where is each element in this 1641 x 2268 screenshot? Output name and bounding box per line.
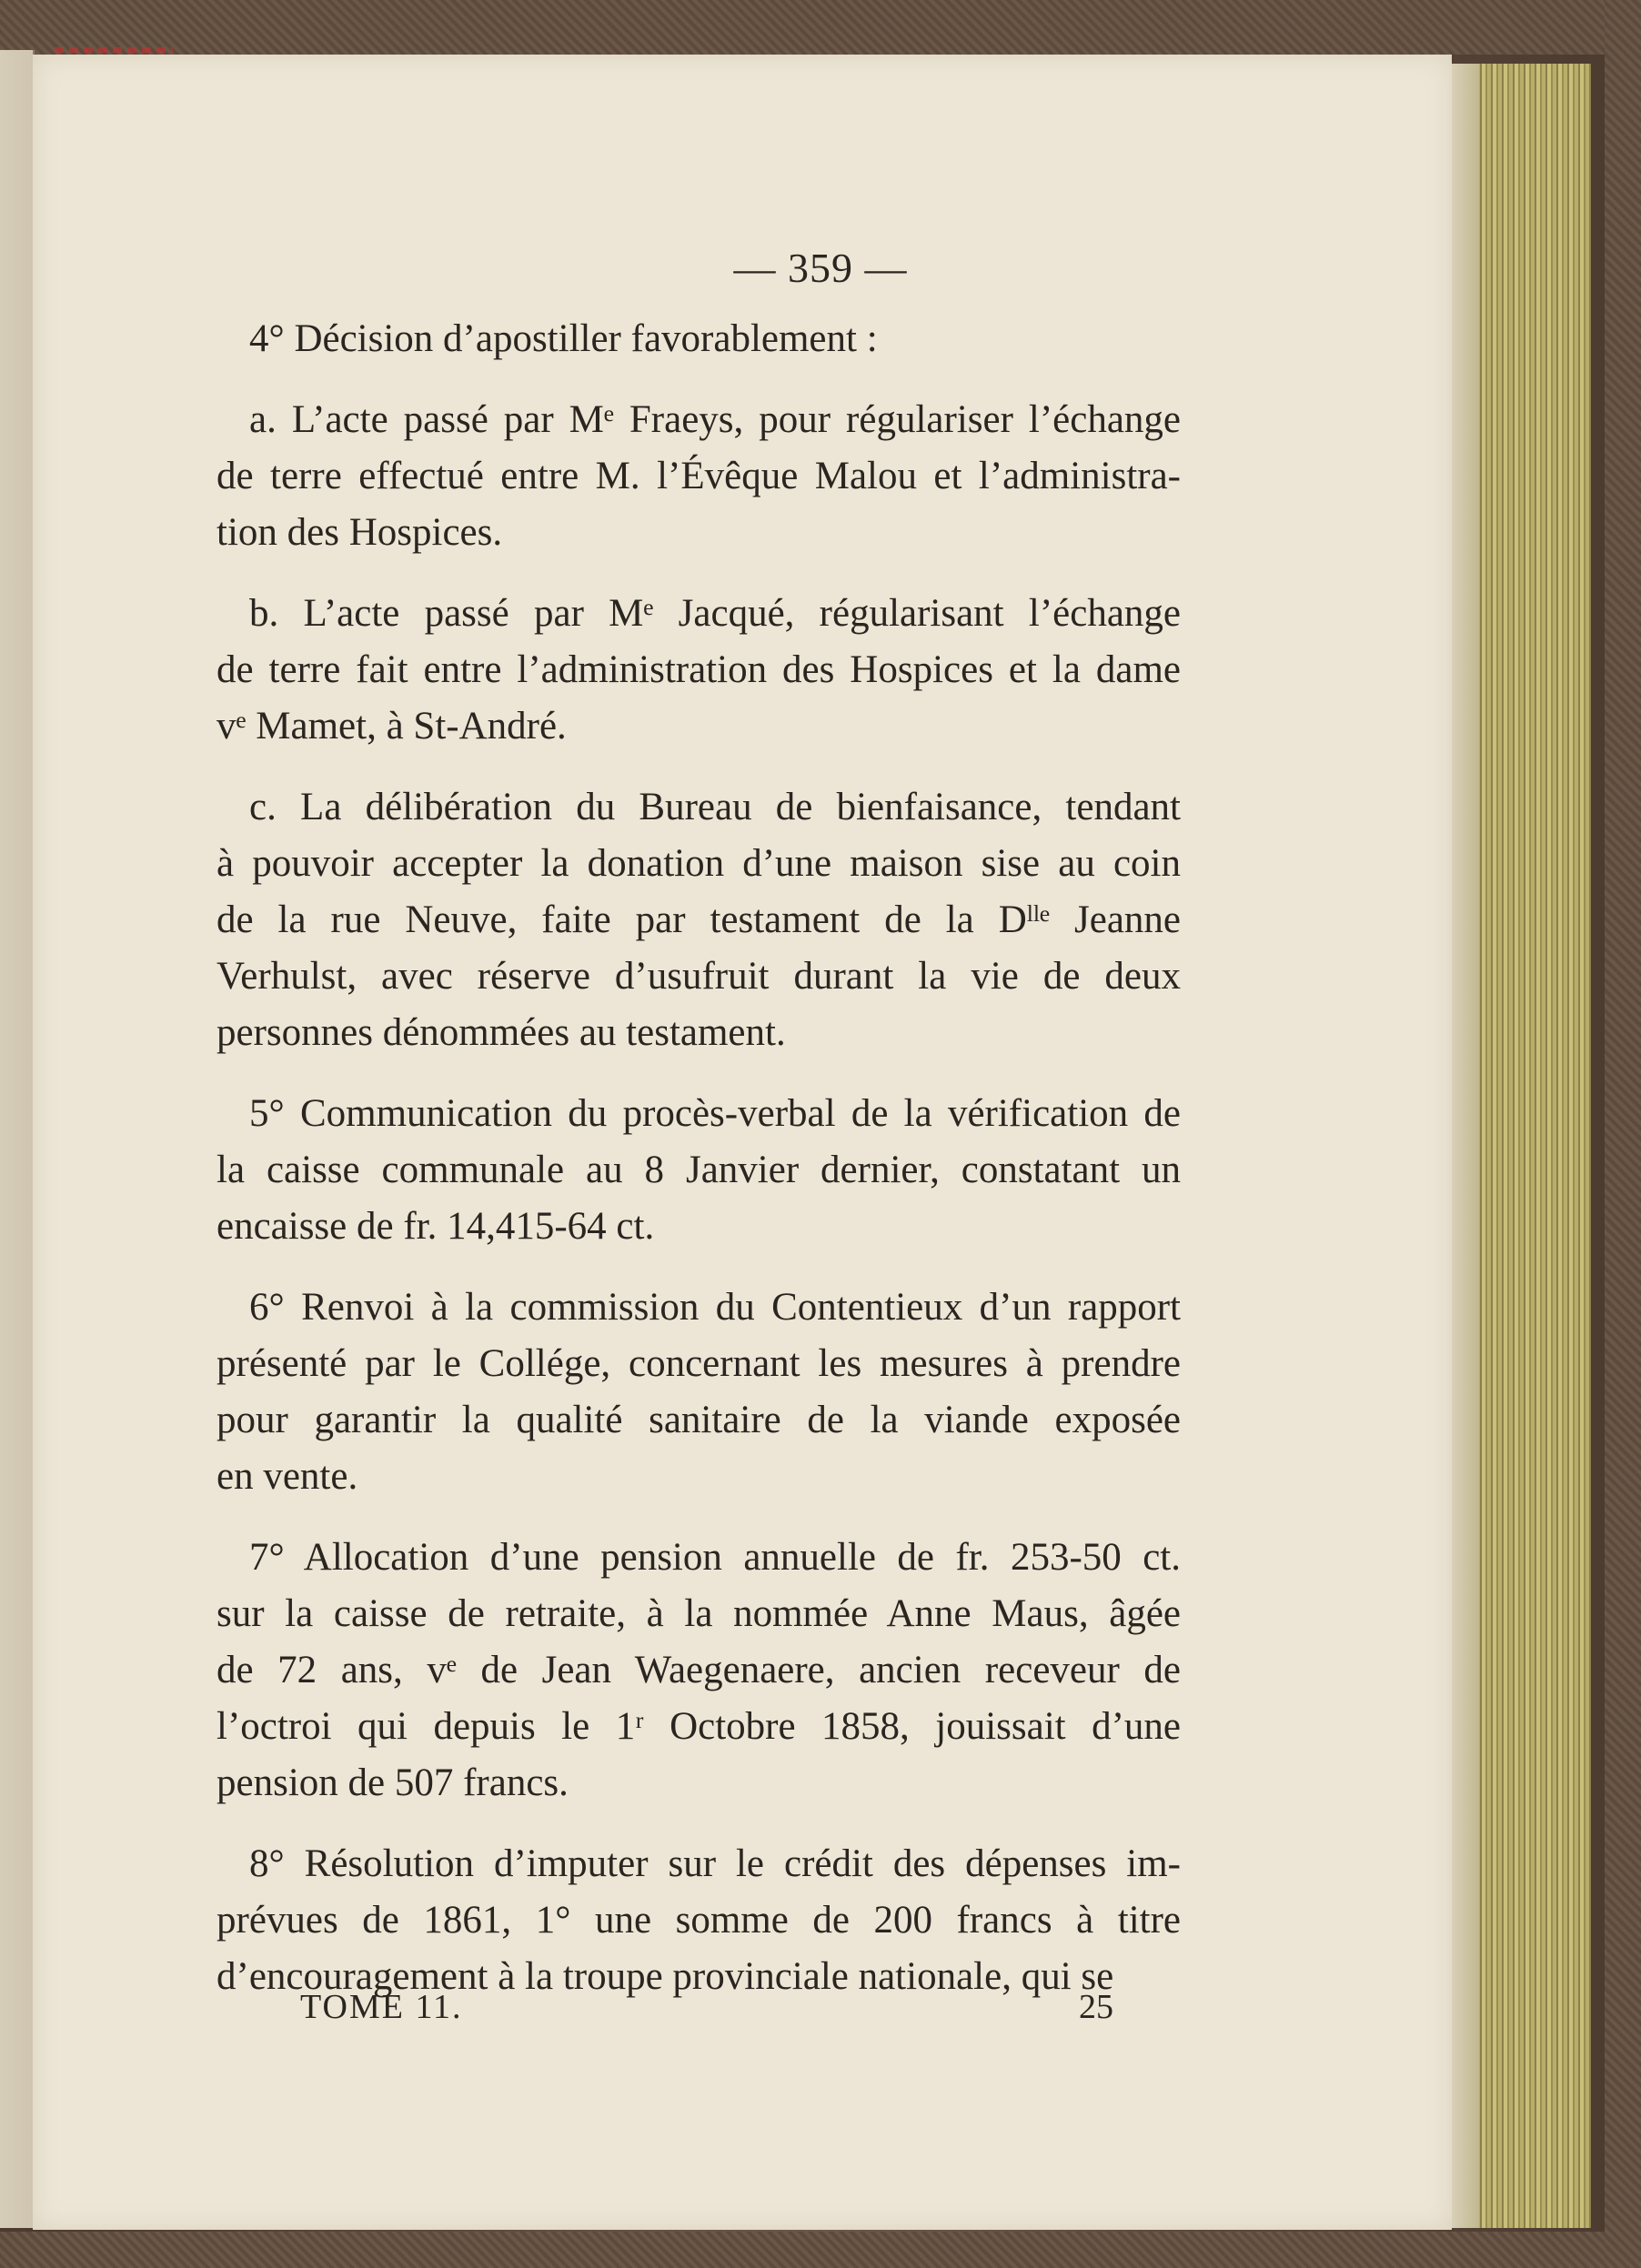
- paragraph: [216, 1836, 1181, 2005]
- text-line: de 72 ans, vᵉ de Jean Waegenaere, ancien receveur de: [216, 1649, 1181, 1691]
- text-line: 7° Allocation d’une pension annuelle de fr. 253-50 ct.: [249, 1536, 1181, 1579]
- text-line: en vente.: [216, 1455, 358, 1498]
- text-line: 5° Communication du procès-verbal de la vérification de: [249, 1092, 1181, 1135]
- text-line: de terre effectué entre M. l’Évêque Malou et l’administra-: [216, 455, 1181, 497]
- text-line: la caisse communale au 8 Janvier dernier, constatant un: [216, 1149, 1181, 1191]
- page-number-header: — 359 —: [733, 245, 908, 291]
- text-line: b. L’acte passé par Mᵉ Jacqué, régularisant l’échange: [249, 592, 1181, 635]
- page-footer: [216, 1987, 1181, 2042]
- text-line: présenté par le Collége, concernant les mesures à prendre: [216, 1342, 1181, 1385]
- paragraph: [216, 1086, 1181, 1255]
- paragraph: [216, 779, 1181, 1061]
- text-line: pour garantir la qualité sanitaire de la viande exposée: [216, 1399, 1181, 1441]
- text-line: de terre fait entre l’administration des Hospices et la dame: [216, 648, 1181, 691]
- paragraph: [216, 1530, 1181, 1811]
- cover-cloth-right: [1605, 0, 1641, 2268]
- paragraph: [216, 1280, 1181, 1505]
- text-line: d’encouragement à la troupe provinciale nationale, qui se: [216, 1955, 1114, 1998]
- text-line: 6° Renvoi à la commission du Contentieux d’un rapport: [249, 1286, 1181, 1329]
- cover-cloth-bottom: [0, 2232, 1641, 2268]
- text-line: sur la caisse de retraite, à la nommée Anne Maus, âgée: [216, 1592, 1181, 1635]
- text-line: personnes dénommées au testament.: [216, 1011, 786, 1054]
- text-line: de la rue Neuve, faite par testament de la Dˡˡᵉ Jeanne: [216, 898, 1181, 941]
- text-line: encaisse de fr. 14,415-64 ct.: [216, 1205, 655, 1248]
- cover-cloth-top: [0, 0, 1641, 55]
- text-line: Verhulst, avec réserve d’usufruit durant la vie de deux: [216, 955, 1181, 998]
- text-line: prévues de 1861, 1° une somme de 200 francs à titre: [216, 1899, 1181, 1942]
- signature-mark: 25: [1079, 1988, 1113, 2026]
- text-line: 4° Décision d’apostiller favorablement :: [249, 317, 878, 360]
- paragraph: [216, 586, 1181, 755]
- text-line: c. La délibération du Bureau de bienfaisance, tendant: [249, 786, 1181, 828]
- text-line: pension de 507 francs.: [216, 1761, 569, 1804]
- text-line: 8° Résolution d’imputer sur le crédit des dépenses im-: [249, 1842, 1181, 1885]
- spine-marking: [55, 47, 173, 53]
- text-line: à pouvoir accepter la donation d’une maison sise au coin: [216, 842, 1181, 885]
- text-line: vᵉ Mamet, à St-André.: [216, 705, 567, 748]
- text-line: a. L’acte passé par Mᵉ Fraeys, pour régulariser l’échange: [249, 398, 1181, 441]
- paragraph: [216, 392, 1181, 561]
- facing-page-edge: [0, 50, 35, 2228]
- page-edge-shadow: [1452, 64, 1479, 2228]
- paragraph: [216, 311, 1181, 367]
- page-body-text: [216, 311, 1181, 2030]
- text-line: tion des Hospices.: [216, 511, 503, 554]
- text-line: l’octroi qui depuis le 1ʳ Octobre 1858, jouissait d’une: [216, 1705, 1181, 1748]
- volume-label: TOME 11.: [300, 1988, 463, 2026]
